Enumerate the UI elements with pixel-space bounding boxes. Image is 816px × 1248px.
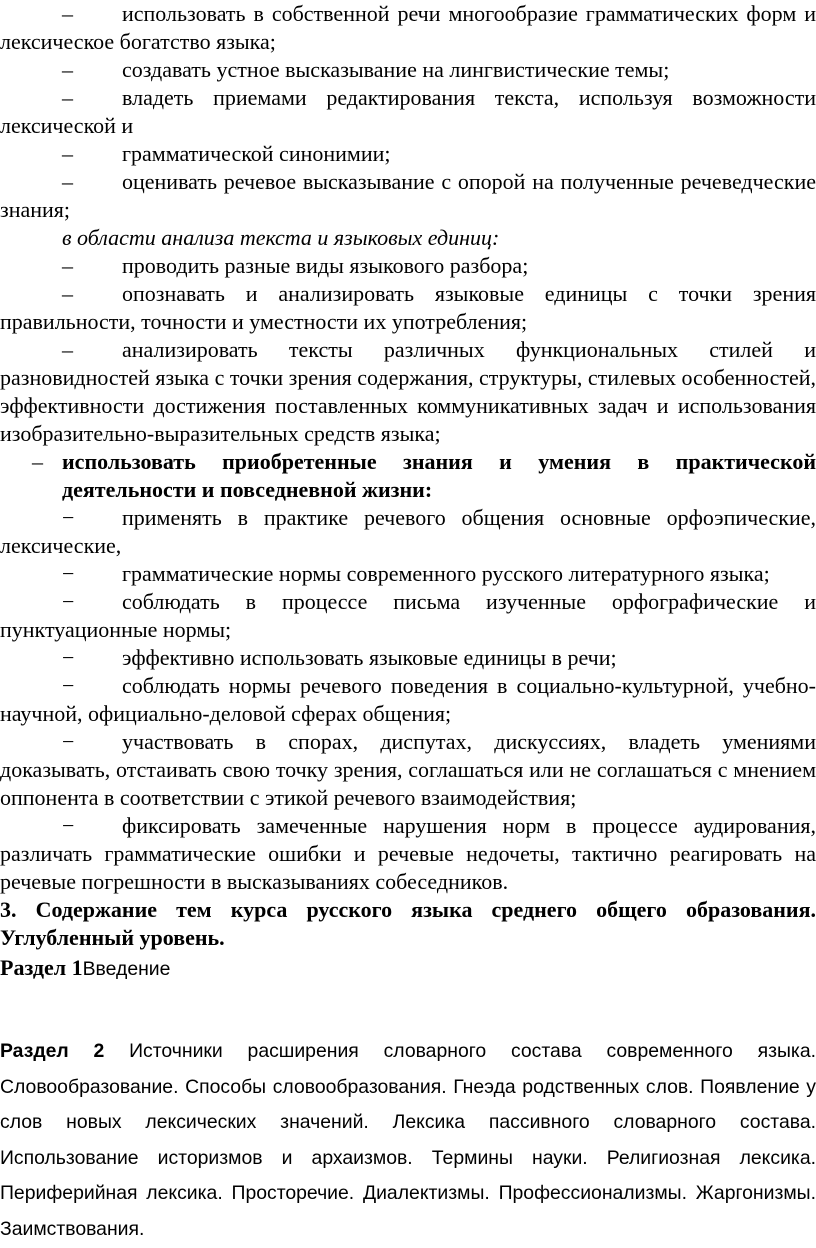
list-item	[0, 644, 816, 672]
list-dash: –	[62, 141, 73, 166]
razdel-2	[0, 1034, 816, 1248]
list-item	[0, 336, 816, 448]
list-dash: −	[62, 645, 75, 670]
list-item	[0, 0, 816, 56]
list-item	[0, 812, 816, 896]
list-item-text: использовать в собственной речи многообразие грамматических форм и лексическое богатство языка;	[0, 1, 816, 54]
list-item	[0, 672, 816, 728]
list-item-text: оценивать речевое высказывание с опорой на полученные речеведческие знания;	[0, 169, 816, 222]
list-item-text: соблюдать нормы речевого поведения в социально-культурной, учебно-научной, официально-деловой сферах общения;	[0, 673, 816, 726]
list-item-text: грамматической синонимии;	[122, 141, 391, 166]
list-dash: –	[32, 449, 43, 474]
razdel-1-text: Введение	[82, 958, 171, 980]
razdel-1-label: Раздел 1	[0, 955, 83, 980]
list-item-text: участвовать в спорах, диспутах, дискуссиях, владеть умениями доказывать, отстаивать свою точку зрения, соглашаться или не соглашаться с мнением оппонента в соответствии с этикой речевого взаимодействия;	[0, 729, 816, 810]
list-item	[0, 252, 816, 280]
list-dash: –	[62, 1, 73, 26]
list-dash: −	[62, 505, 75, 530]
bold-list-item-text: использовать приобретенные знания и умения в практической деятельности и повседневной жизни:	[62, 449, 816, 502]
list-dash: –	[62, 85, 73, 110]
section-heading: 3. Содержание тем курса русского языка среднего общего образования. Углубленный уровень.	[0, 897, 816, 950]
list-item	[0, 84, 816, 140]
list-dash: –	[62, 337, 73, 362]
razdel-2-label: Раздел 2	[0, 1040, 105, 1062]
list-item-text: создавать устное высказывание на лингвистические темы;	[122, 57, 670, 82]
list-item	[0, 560, 816, 588]
list-item	[0, 56, 816, 84]
list-item	[0, 140, 816, 168]
list-dash: −	[62, 729, 75, 754]
list-item-text: анализировать тексты различных функциональных стилей и разновидностей языка с точки зрения содержания, структуры, стилевых особенностей, эффективности достижения поставленных коммуникативных задач и использования изобразительно-выразительных средств языка;	[0, 337, 816, 446]
list-dash: −	[62, 813, 75, 838]
razdel-2-text: Источники расширения словарного состава современного языка. Словообразование. Способы словообразования. Гнеэда родственных слов. Появление у слов новых лексических значений. Лексика пассивного словарного состава. Использование историзмов и архаизмов. Термины науки. Религиозная лексика. Периферийная лексика. Просторечие. Диалектизмы. Профессионализмы. Жаргонизмы. Заимствования.	[0, 1040, 816, 1240]
list-item-text: грамматические нормы современного русского литературного языка;	[122, 561, 770, 586]
list-item-text: опознавать и анализировать языковые единицы с точки зрения правильности, точности и уместности их употребления;	[0, 281, 816, 334]
list-item	[0, 168, 816, 224]
list-item-text: применять в практике речевого общения основные орфоэпические, лексические,	[0, 505, 816, 558]
bold-list-item	[0, 448, 816, 504]
list-item-text: владеть приемами редактирования текста, используя возможности лексической и	[0, 85, 816, 138]
list-item	[0, 588, 816, 644]
list-dash: −	[62, 561, 75, 586]
razdel-1	[0, 954, 816, 983]
list-item	[0, 280, 816, 336]
italic-subheading: в области анализа текста и языковых единиц:	[62, 225, 500, 250]
list-item-text: эффективно использовать языковые единицы в речи;	[122, 645, 617, 670]
list-item-text: фиксировать замеченные нарушения норм в процессе аудирования, различать грамматические ошибки и речевые недочеты, тактично реагировать на речевые погрешности в высказываниях собеседников.	[0, 813, 816, 894]
list-dash: −	[62, 589, 75, 614]
list-item-text: соблюдать в процессе письма изученные орфографические и пунктуационные нормы;	[0, 589, 816, 642]
list-dash: –	[62, 281, 73, 306]
list-dash: –	[62, 57, 73, 82]
list-item-text: проводить разные виды языкового разбора;	[122, 253, 529, 278]
list-dash: –	[62, 253, 73, 278]
list-item	[0, 504, 816, 560]
list-item	[0, 728, 816, 812]
list-dash: −	[62, 673, 75, 698]
list-dash: –	[62, 169, 73, 194]
